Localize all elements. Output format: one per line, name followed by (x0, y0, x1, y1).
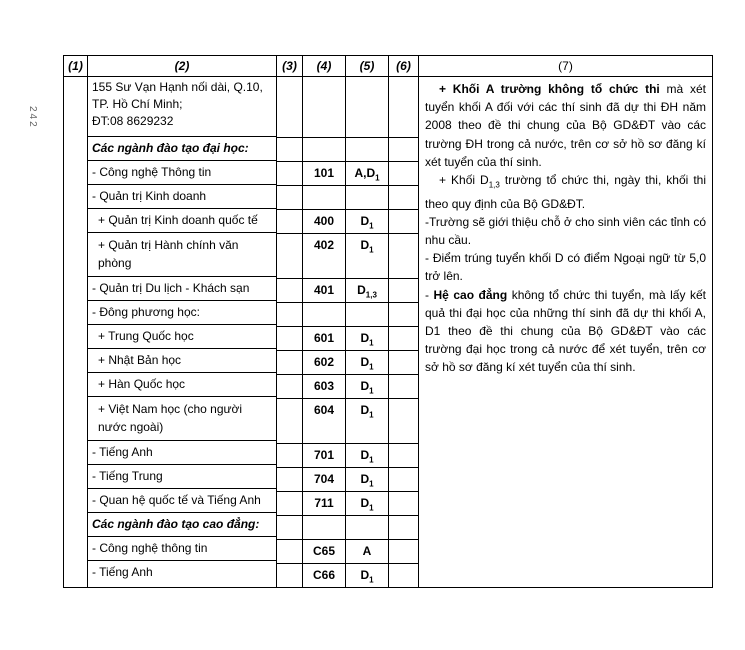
empty-cell (277, 210, 302, 234)
empty-cell (277, 234, 302, 279)
note-paragraph: - Hệ cao đẳng không tổ chức thi tuyển, mà lấy kết quả thi đại học của những thí sinh đã dự thi khối A, D1 theo đề thi chung của Bộ GD&ĐT vào các trường đại học trong cả nước để xét tuyển, trên cơ sở hồ sơ đăng kí xét tuyển của thí sinh. (425, 287, 706, 375)
exam-block-subscript: 1 (369, 479, 374, 489)
empty-cell (277, 444, 302, 468)
empty-cell (277, 279, 302, 303)
empty-cell (389, 399, 418, 444)
program-code: 101 (303, 162, 345, 186)
notes-cell (419, 77, 713, 588)
empty-cell (277, 516, 302, 540)
header-row (64, 56, 713, 77)
exam-block-subscript: 1 (369, 455, 374, 465)
program-code: 601 (303, 327, 345, 351)
exam-block (346, 162, 388, 186)
empty-cell (277, 375, 302, 399)
exam-block-subscript: 1 (369, 503, 374, 513)
exam-block (346, 327, 388, 351)
program-code (303, 516, 345, 540)
header-col-7: (7) (419, 56, 713, 77)
exam-block (346, 492, 388, 516)
section-heading: Các ngành đào tạo đại học: (88, 137, 276, 161)
empty-cell (277, 186, 302, 210)
empty-cell (277, 138, 302, 162)
program-code: 401 (303, 279, 345, 303)
exam-block-letter: D (360, 403, 370, 417)
phone-line: ĐT:08 8629232 (92, 114, 174, 128)
program-name: - Công nghệ Thông tin (88, 161, 276, 185)
empty-cell (389, 234, 418, 279)
empty-cell (389, 540, 418, 564)
exam-block-subscript: 1 (369, 410, 374, 420)
body-row (64, 77, 713, 588)
exam-block-letter: D (360, 331, 370, 345)
empty-cell (389, 210, 418, 234)
exam-block-letter: A (362, 544, 372, 558)
exam-block (346, 516, 388, 540)
admissions-table (63, 55, 713, 588)
empty-cell (277, 540, 302, 564)
empty-cell (389, 468, 418, 492)
program-code: 402 (303, 234, 345, 279)
program-name: + Quản trị Hành chính văn phòng (88, 233, 276, 277)
exam-block-letter: D (360, 238, 370, 252)
header-col-6: (6) (389, 56, 419, 77)
empty-cell (277, 399, 302, 444)
program-name: - Tiếng Trung (88, 465, 276, 489)
exam-block-letter: D (360, 568, 370, 582)
empty-cell (389, 375, 418, 399)
empty-cell (277, 351, 302, 375)
address-block (88, 77, 276, 137)
program-name-column (88, 77, 277, 588)
exam-block-letter: D (357, 283, 366, 297)
empty-cell (277, 327, 302, 351)
empty-cell (277, 303, 302, 327)
empty-cell (277, 162, 302, 186)
exam-block-subscript: 1 (369, 386, 374, 396)
program-code: 602 (303, 351, 345, 375)
empty-cell (389, 327, 418, 351)
program-name: + Nhật Bản học (88, 349, 276, 373)
exam-block (346, 138, 388, 162)
page-number: 242 (27, 106, 38, 129)
empty-cell (389, 303, 418, 327)
program-code: C66 (312, 568, 335, 582)
program-code: 701 (303, 444, 345, 468)
program-name: + Quản trị Kinh doanh quốc tế (88, 209, 276, 233)
exam-block (346, 564, 388, 587)
program-name: + Trung Quốc học (88, 325, 276, 349)
exam-block-letter: D (360, 379, 370, 393)
empty-cell (389, 492, 418, 516)
program-code: 604 (303, 399, 345, 444)
exam-block-letter: D (360, 496, 370, 510)
note-paragraph: + Khối $D_{1,3}$ trường tổ chức thi, ngày thi, khối thi theo quy định của Bộ GD&ĐT. (425, 173, 707, 211)
exam-block (346, 186, 388, 210)
empty-cell (389, 162, 418, 186)
exam-block-subscript: 1 (369, 338, 374, 348)
col3-column (277, 77, 303, 588)
exam-block (346, 444, 388, 468)
program-name: - Công nghệ thông tin (88, 537, 276, 561)
exam-block-letter: D (360, 448, 370, 462)
exam-block (346, 468, 388, 492)
empty-cell (277, 468, 302, 492)
exam-block (346, 234, 388, 279)
program-name: - Tiếng Anh (88, 441, 276, 465)
exam-block (346, 303, 388, 327)
header-col-1: (1) (64, 56, 88, 77)
exam-block-subscript: 1 (369, 221, 374, 231)
exam-block-subscript: 1 (375, 173, 380, 183)
program-name: - Đông phương học: (88, 301, 276, 325)
exam-block-subscript: 1,3 (365, 290, 377, 300)
empty-cell (389, 138, 418, 162)
exam-block (346, 210, 388, 234)
empty-cell (389, 444, 418, 468)
empty-cell (389, 351, 418, 375)
header-col-4: (4) (303, 56, 346, 77)
exam-block-subscript: 1 (369, 362, 374, 372)
note-paragraph: - Điểm trúng tuyển khối D có điểm Ngoại ngữ từ 5,0 trở lên. (425, 251, 706, 284)
header-col-5: (5) (346, 56, 389, 77)
header-col-3: (3) (277, 56, 303, 77)
exam-block-letter: D (360, 355, 370, 369)
program-code (303, 303, 345, 327)
empty-cell (389, 186, 418, 210)
program-name: + Việt Nam học (cho người nước ngoài) (88, 397, 276, 441)
program-name: - Quản trị Kinh doanh (88, 185, 276, 209)
program-name: - Quản trị Du lịch - Khách sạn (88, 277, 276, 301)
exam-block (346, 375, 388, 399)
program-code (303, 186, 345, 210)
address-line: 155 Sư Vạn Hạnh nối dài, Q.10, (92, 80, 263, 94)
col6-column (389, 77, 419, 588)
col1-cell (64, 77, 88, 588)
empty-cell (389, 279, 418, 303)
exam-block-letter: A,D (354, 166, 376, 180)
exam-block (346, 279, 388, 303)
program-code-column (303, 77, 346, 588)
empty-cell (389, 564, 418, 587)
program-name: - Tiếng Anh (92, 565, 153, 579)
program-name: + Hàn Quốc học (88, 373, 276, 397)
program-code: C65 (303, 540, 345, 564)
exam-block (346, 540, 388, 564)
empty-cell (389, 516, 418, 540)
exam-block-subscript: 1 (369, 575, 374, 585)
program-code: 704 (303, 468, 345, 492)
exam-block-letter: D (360, 472, 370, 486)
empty-cell (277, 492, 302, 516)
header-col-2: (2) (88, 56, 277, 77)
program-code: 711 (303, 492, 345, 516)
exam-block-subscript: 1 (369, 245, 374, 255)
address-line: TP. Hồ Chí Minh; (92, 97, 183, 111)
note-paragraph: -Trường sẽ giới thiệu chỗ ở cho sinh viên các tỉnh có nhu cầu. (425, 214, 706, 248)
exam-block-letter: D (360, 214, 370, 228)
exam-block (346, 399, 388, 444)
program-name: - Quan hệ quốc tế và Tiếng Anh (88, 489, 276, 513)
empty-cell (277, 564, 302, 587)
program-code: 603 (303, 375, 345, 399)
program-code: 400 (303, 210, 345, 234)
section-heading: Các ngành đào tạo cao đẳng: (88, 513, 276, 537)
note-paragraph: + Khối A trường không tổ chức thi mà xét tuyển khối A đối với các thí sinh đã dự thi ĐH năm 2008 theo đề thi chung của Bộ GD&ĐT vào các trường ĐH trong cả nước, trên cơ sở hồ sơ đăng kí xét tuyển của thí sinh. (425, 82, 706, 169)
exam-block (346, 351, 388, 375)
exam-block-column (346, 77, 389, 588)
program-code (303, 138, 345, 162)
